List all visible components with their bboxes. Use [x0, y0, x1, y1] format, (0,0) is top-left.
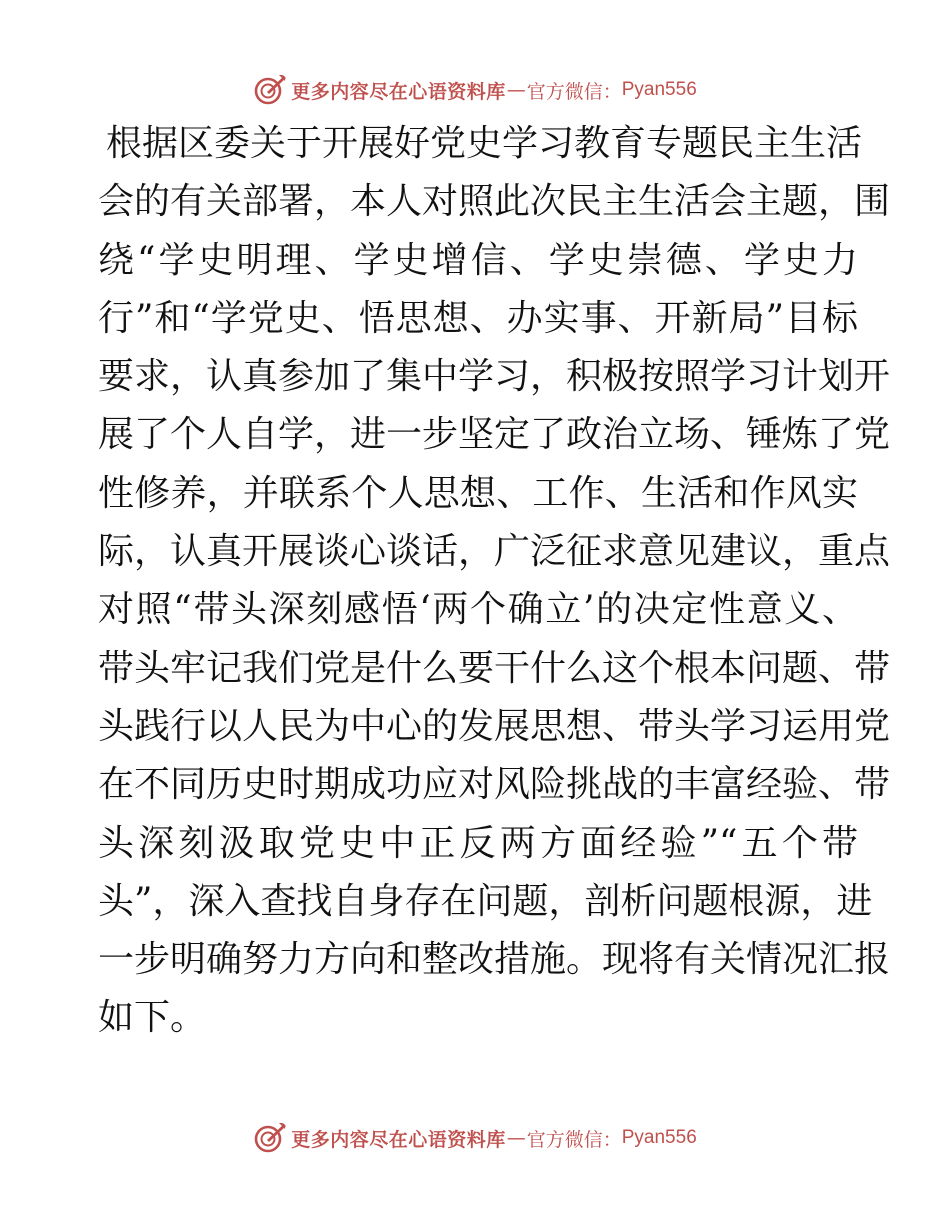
body-line: 一步明确努力方向和整改措施。现将有关情况汇报 [98, 939, 891, 981]
body-line: 带头牢记我们党是什么要干什么这个根本问题、带 [98, 647, 891, 689]
banner-site-text: 更多内容尽在心语资料库 [291, 1128, 506, 1151]
quill-logo-icon [253, 1121, 287, 1155]
banner-wechat-label: 官方微信： [526, 1128, 622, 1151]
body-line: 要求，认真参加了集中学习，积极按照学习计划开 [98, 356, 891, 398]
banner-wechat-label: 官方微信： [526, 80, 622, 103]
body-line: 展了个人自学，进一步坚定了政治立场、锤炼了党 [98, 414, 891, 456]
body-paragraph [98, 115, 891, 1048]
body-line: 绕“学史明理、学史增信、学史崇德、学史力 [98, 239, 858, 281]
body-line: 在不同历史时期成功应对风险挑战的丰富经验、带 [98, 764, 891, 806]
body-line: 头”，深入查找自身存在问题，剖析问题根源，进 [98, 880, 873, 922]
body-line: 头践行以人民为中心的发展思想、带头学习运用党 [98, 705, 891, 747]
banner-dash: — [506, 79, 526, 101]
body-line: 性修养，并联系个人思想、工作、生活和作风实 [98, 472, 858, 514]
body-line: 会的有关部署，本人对照此次民主生活会主题，围 [98, 181, 891, 223]
banner-wechat-id: Pyan556 [621, 79, 697, 100]
body-line: 际，认真开展谈心谈话，广泛征求意见建议，重点 [98, 531, 891, 573]
body-line: 对照“带头深刻感悟‘两个确立’的决定性意义、 [98, 589, 858, 631]
quill-logo-icon [253, 73, 287, 107]
banner-dash: — [506, 1127, 526, 1149]
body-line: 头深刻汲取党史中正反两方面经验”“五个带 [98, 822, 858, 864]
body-line: 行”和“学党史、悟思想、办实事、开新局”目标 [98, 297, 858, 339]
footer-banner [0, 1118, 950, 1158]
body-line: 根据区委关于开展好党史学习教育专题民主生活 [106, 123, 863, 164]
body-line: 如下。 [98, 997, 207, 1039]
header-banner [0, 70, 950, 110]
banner-wechat-id: Pyan556 [621, 1127, 697, 1148]
banner-site-text: 更多内容尽在心语资料库 [291, 80, 506, 103]
